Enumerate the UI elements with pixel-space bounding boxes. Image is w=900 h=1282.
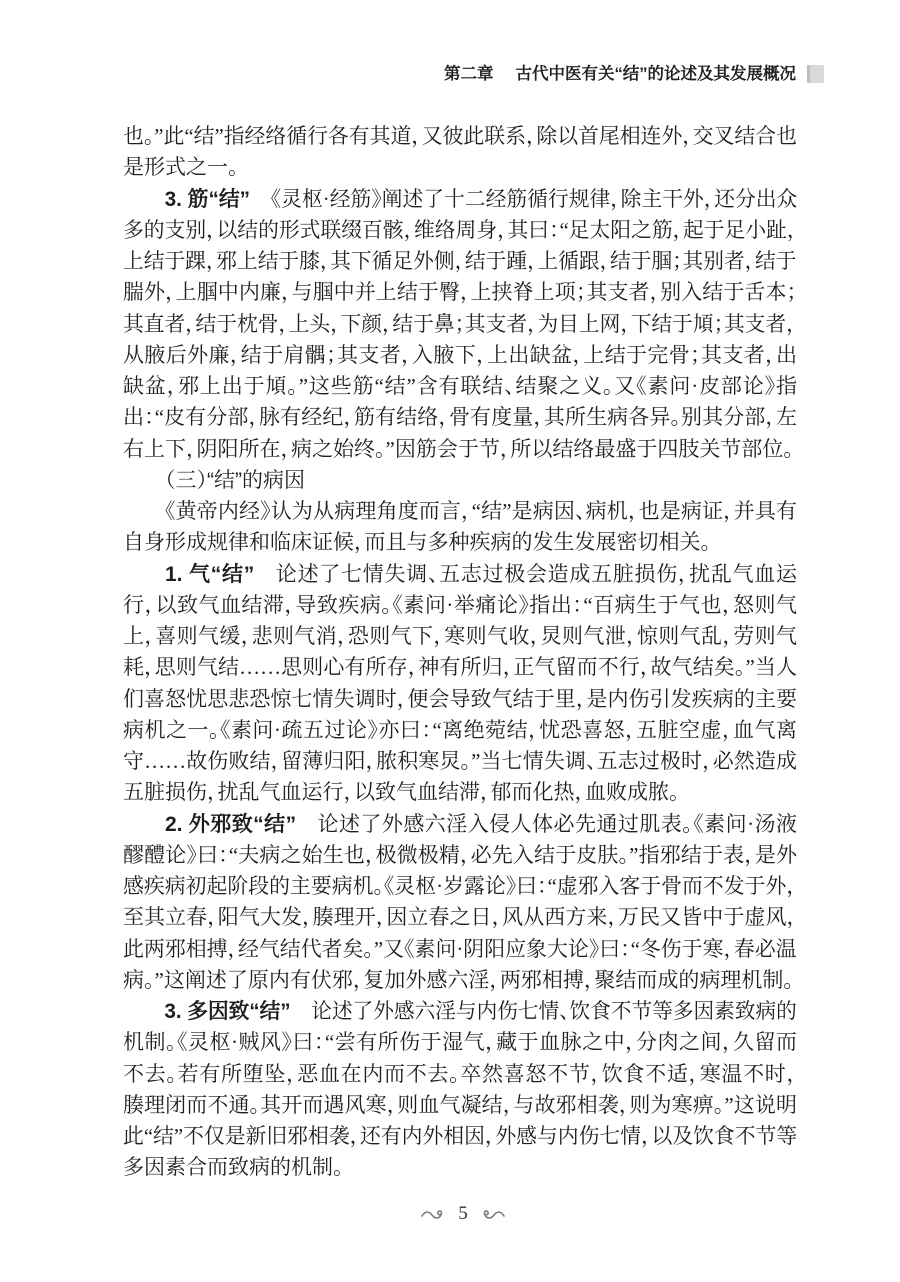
line-text: 论述了七情失调、五志过极会造成五脏损伤，扰乱气血运 bbox=[275, 561, 797, 586]
subsection-label: 3. 筋“结” bbox=[164, 187, 251, 211]
chapter-number: 第二章 bbox=[444, 65, 494, 83]
text-line: 耗，思则气结……思则心有所存，神有所归，正气留而不行，故气结矣。”当人 bbox=[123, 655, 797, 680]
paragraph-waixie-jie bbox=[123, 809, 797, 997]
corner-tab-icon bbox=[807, 65, 824, 83]
paragraph-duoyin-jie bbox=[123, 996, 797, 1184]
text-line bbox=[123, 559, 797, 590]
paragraph-jin-jie bbox=[123, 184, 797, 465]
text-line: 右上下，阴阳所在，病之始终。”因筋会于节，所以结络最盛于四肢关节部位。 bbox=[123, 436, 794, 461]
right-flourish-icon bbox=[479, 1207, 505, 1221]
text-line: 从腋后外廉，结于肩髃；其支者，入腋下，上出缺盆，上结于完骨；其支者，出 bbox=[123, 342, 797, 367]
subsection-label: 3. 多因致“结” bbox=[164, 1000, 291, 1023]
left-flourish-icon bbox=[421, 1207, 447, 1221]
line-text: 论述了外感六淫入侵人体必先通过肌表。《素问·汤液 bbox=[317, 811, 797, 836]
text-line: 多的支别，以结的形式联缀百骸，维络周身，其曰：“足太阳之筋，起于足小趾， bbox=[123, 217, 798, 242]
text-line: 其直者，结于枕骨，上头，下颜，结于鼻；其支者，为目上网，下结于頄；其支者， bbox=[123, 311, 797, 336]
text-line bbox=[123, 809, 797, 840]
text-line: 们喜怒忧思悲恐惊七情失调时，便会导致气结于里，是内伤引发疾病的主要 bbox=[123, 686, 797, 711]
subsection-label: 2. 外邪致“结” bbox=[165, 812, 297, 836]
text-line: 腨外，上腘中内廉，与腘中并上结于臀，上挟脊上项；其支者，别入结于舌本； bbox=[123, 280, 797, 305]
text-line: 病。”这阐述了原内有伏邪，复加外感六淫，两邪相搏，聚结而成的病理机制。 bbox=[123, 967, 794, 992]
paragraph-qi-jie bbox=[123, 559, 797, 809]
text-line: 《黄帝内经》认为从病理角度而言，“结”是病因、病机，也是病证，并具有 bbox=[165, 499, 797, 523]
text-line: 五脏损伤，扰乱气血运行，以致气血结滞，郁而化热，血败成脓。 bbox=[123, 780, 680, 805]
text-line: 感疾病初起阶段的主要病机。《灵枢·岁露论》曰：“虚邪入客于骨而不发于外， bbox=[123, 874, 797, 898]
chapter-title: 古代中医有关“结”的论述及其发展概况 bbox=[515, 65, 796, 83]
page-footer bbox=[421, 1202, 505, 1226]
text-line: 也。”此“结”指经络循行各有其道，又彼此联系，除以首尾相连外，交叉结合也 bbox=[123, 124, 797, 148]
text-line: 腠理闭而不通。其开而遇风寒，则血气凝结，与故邪相袭，则为寒痹。”这说明 bbox=[123, 1092, 797, 1117]
text-line: 此两邪相搏，经气结代者矣。”又《素问·阴阳应象大论》曰：“冬伤于寒，春必温 bbox=[123, 936, 797, 961]
text-line: 上，喜则气缓，悲则气消，恐则气下，寒则气收，炅则气泄，惊则气乱，劳则气 bbox=[123, 624, 797, 648]
page-number: 5 bbox=[458, 1203, 468, 1224]
text-line: 病机之一。《素问·疏五过论》亦曰：“离绝菀结，忧恐喜怒，五脏空虚，血气离 bbox=[123, 717, 797, 742]
text-line: 缺盆，邪上出于頄。”这些筋“结”含有联结、结聚之义。又《素问·皮部论》指 bbox=[123, 374, 797, 398]
text-line: 多因素合而致病的机制。 bbox=[123, 1155, 344, 1180]
text-line: 守……故伤败结，留薄归阳，脓积寒炅。”当七情失调、五志过极时，必然造成 bbox=[123, 749, 797, 773]
line-text: 论述了外感六淫与内伤七情、饮食不节等多因素致病的 bbox=[311, 999, 797, 1023]
text-line: 自身形成规律和临床证候，而且与多种疾病的发生发展密切相关。 bbox=[123, 530, 711, 555]
text-line: 此“结”不仅是新旧邪相袭，还有内外相因，外感与内伤七情，以及饮食不节等 bbox=[123, 1124, 798, 1148]
text-line: 行，以致气血结滞，导致疾病。《素问·举痛论》指出：“百病生于气也，怒则气 bbox=[123, 592, 797, 617]
page-body bbox=[123, 121, 797, 1184]
subsection-label: 1. 气“结” bbox=[165, 562, 255, 586]
paragraph-intro-causes bbox=[123, 496, 797, 559]
text-line: 机制。《灵枢·贼风》曰：“尝有所伤于湿气，藏于血脉之中，分肉之间，久留而 bbox=[123, 1030, 797, 1055]
text-line bbox=[123, 184, 798, 215]
line-text: 《灵枢·经筋》阐述了十二经筋循行规律，除主干外，还分出众 bbox=[270, 186, 798, 211]
running-head bbox=[444, 61, 796, 87]
text-line: 上结于踝，邪上结于膝，其下循足外侧，结于踵，上循跟，结于腘；其别者，结于 bbox=[123, 249, 797, 273]
text-line: 不去。若有所堕坠，恶血在内而不去。卒然喜怒不节，饮食不适，寒温不时， bbox=[123, 1061, 797, 1086]
text-line: 至其立春，阳气大发，腠理开，因立春之日，风从西方来，万民又皆中于虚风， bbox=[123, 905, 797, 930]
text-line: 是形式之一。 bbox=[123, 155, 239, 180]
text-line: 出：“皮有分部，脉有经纪，筋有结络，骨有度量，其所生病各异。别其分部，左 bbox=[123, 405, 797, 430]
paragraph-continuation bbox=[123, 121, 797, 184]
section-heading: （三）“结”的病因 bbox=[165, 468, 305, 492]
text-line: 醪醴论》曰：“夫病之始生也，极微极精，必先入结于皮肤。”指邪结于表，是外 bbox=[123, 842, 797, 867]
text-line bbox=[123, 996, 797, 1027]
